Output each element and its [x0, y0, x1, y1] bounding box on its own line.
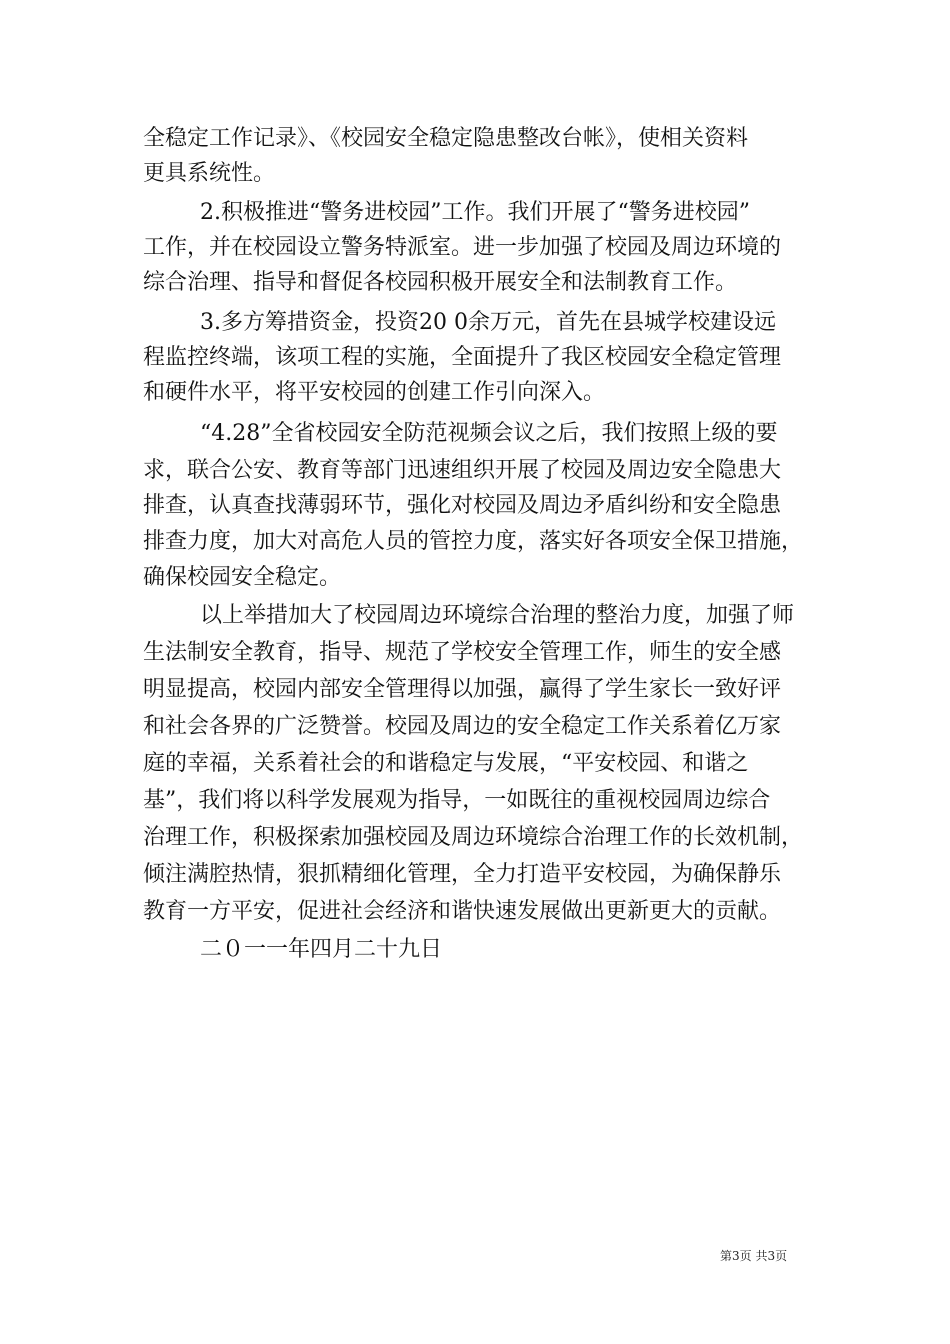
page-number-footer: 第3页 共3页: [720, 1249, 788, 1263]
body-text-line: 和社会各界的广泛赞誉。校园及周边的安全稳定工作关系着亿万家: [143, 714, 782, 739]
body-text-line: 全稳定工作记录》、《校园安全稳定隐患整改台帐》，使相关资料: [143, 126, 749, 151]
date-line: 二０一一年四月二十九日: [200, 937, 443, 962]
body-text-line: 确保校园安全稳定。: [143, 565, 342, 590]
body-text-line: 求，联合公安、教育等部门迅速组织开展了校园及周边安全隐患大: [143, 458, 782, 483]
body-text-line: 生法制安全教育，指导、规范了学校安全管理工作，师生的安全感: [143, 640, 782, 665]
body-text-line: 和硬件水平，将平安校园的创建工作引向深入。: [143, 380, 606, 405]
body-text-line: 庭的幸福，关系着社会的和谐稳定与发展，“平安校园、和谐之: [143, 751, 749, 776]
body-text-line: 倾注满腔热情，狠抓精细化管理，全力打造平安校园，为确保静乐: [143, 862, 782, 887]
body-text-line: 工作，并在校园设立警务特派室。进一步加强了校园及周边环境的: [143, 235, 782, 260]
body-text-line: 综合治理、指导和督促各校园积极开展安全和法制教育工作。: [143, 270, 738, 295]
body-text-line: 基”，我们将以科学发展观为指导，一如既往的重视校园周边综合: [143, 788, 771, 813]
body-text-line: 排查力度，加大对高危人员的管控力度，落实好各项安全保卫措施，: [143, 529, 804, 554]
body-text-line: 治理工作，积极探索加强校园及周边环境综合治理工作的长效机制，: [143, 825, 804, 850]
body-text-line: 教育一方平安，促进社会经济和谐快速发展做出更新更大的贡献。: [143, 899, 782, 924]
body-text-line: 更具系统性。: [143, 161, 276, 186]
body-text-line: 以上举措加大了校园周边环境综合治理的整治力度，加强了师: [200, 603, 795, 628]
body-text-line: “4.28”全省校园安全防范视频会议之后，我们按照上级的要: [200, 421, 778, 446]
body-text-line: 2.积极推进“警务进校园”工作。我们开展了“警务进校园”: [200, 200, 750, 225]
body-text-line: 程监控终端，该项工程的实施，全面提升了我区校园安全稳定管理: [143, 345, 782, 370]
body-text-line: 明显提高，校园内部安全管理得以加强，赢得了学生家长一致好评: [143, 677, 782, 702]
body-text-line: 3.多方筹措资金，投资20 0余万元，首先在县城学校建设远: [200, 310, 776, 335]
body-text-line: 排查，认真查找薄弱环节，强化对校园及周边矛盾纠纷和安全隐患: [143, 493, 782, 518]
